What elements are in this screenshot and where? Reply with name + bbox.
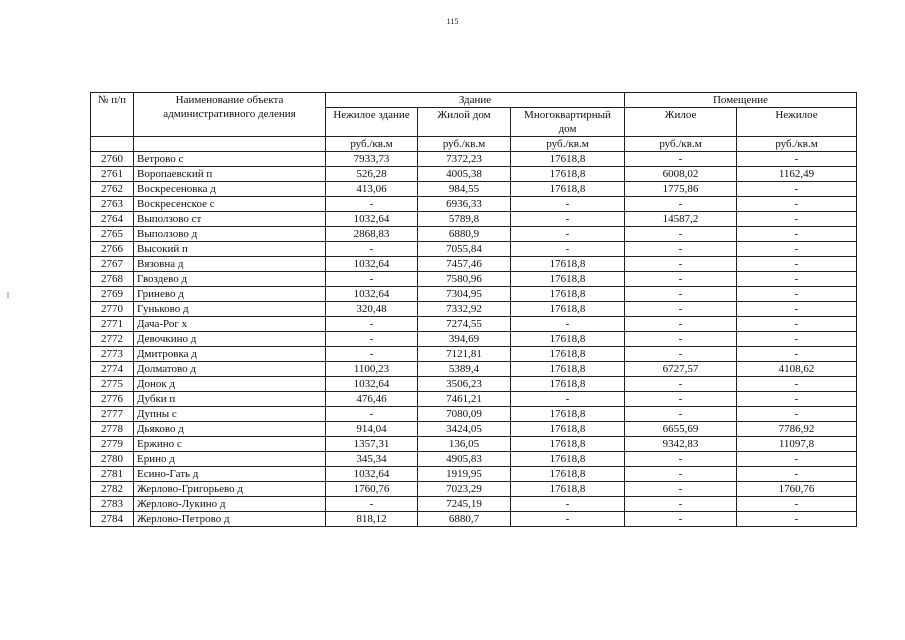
cell-apartment-house: 17618,8 xyxy=(511,452,625,467)
row-number: 2781 xyxy=(91,467,134,482)
row-number: 2769 xyxy=(91,287,134,302)
cell-nonres-premises: 4108,62 xyxy=(737,362,857,377)
cell-res-premises: - xyxy=(625,452,737,467)
cell-nonres-building: - xyxy=(326,332,418,347)
cell-apartment-house: 17618,8 xyxy=(511,407,625,422)
cell-nonres-building: 1032,64 xyxy=(326,287,418,302)
table-row xyxy=(91,347,857,362)
cell-nonres-building: 320,48 xyxy=(326,302,418,317)
cell-res-premises: 6655,69 xyxy=(625,422,737,437)
cell-apartment-house: 17618,8 xyxy=(511,467,625,482)
unit-label: руб./кв.м xyxy=(737,137,857,152)
cell-res-premises: - xyxy=(625,227,737,242)
cell-nonres-premises: 11097,8 xyxy=(737,437,857,452)
cell-apartment-house: - xyxy=(511,317,625,332)
row-number: 2771 xyxy=(91,317,134,332)
cell-residential-house: 7580,96 xyxy=(418,272,511,287)
cell-nonres-premises: - xyxy=(737,377,857,392)
cell-residential-house: 6936,33 xyxy=(418,197,511,212)
cell-nonres-premises: - xyxy=(737,332,857,347)
row-name: Воскресенское с xyxy=(134,197,326,212)
cell-nonres-premises: - xyxy=(737,182,857,197)
cell-nonres-premises: 1760,76 xyxy=(737,482,857,497)
row-number: 2765 xyxy=(91,227,134,242)
cell-nonres-building: 914,04 xyxy=(326,422,418,437)
table-row xyxy=(91,497,857,512)
cell-nonres-premises: - xyxy=(737,272,857,287)
cell-res-premises: - xyxy=(625,467,737,482)
cell-nonres-premises: - xyxy=(737,242,857,257)
table-row xyxy=(91,512,857,527)
table-row xyxy=(91,452,857,467)
row-name: Ержино с xyxy=(134,437,326,452)
cell-residential-house: 4905,83 xyxy=(418,452,511,467)
table-row xyxy=(91,152,857,167)
cell-residential-house: 3506,23 xyxy=(418,377,511,392)
cell-res-premises: - xyxy=(625,482,737,497)
row-name: Высокий п xyxy=(134,242,326,257)
table-row xyxy=(91,332,857,347)
cell-res-premises: - xyxy=(625,512,737,527)
cell-apartment-house: 17618,8 xyxy=(511,167,625,182)
cell-nonres-building: - xyxy=(326,317,418,332)
row-name: Жерлово-Григорьево д xyxy=(134,482,326,497)
cell-nonres-building: 1100,23 xyxy=(326,362,418,377)
table-row xyxy=(91,467,857,482)
table-row xyxy=(91,272,857,287)
row-name: Донок д xyxy=(134,377,326,392)
row-number: 2766 xyxy=(91,242,134,257)
header-nonres-premises: Нежилое xyxy=(737,108,857,137)
cell-nonres-premises: - xyxy=(737,287,857,302)
cell-res-premises: - xyxy=(625,287,737,302)
cell-apartment-house: 17618,8 xyxy=(511,362,625,377)
row-number: 2784 xyxy=(91,512,134,527)
cell-residential-house: 1919,95 xyxy=(418,467,511,482)
cell-nonres-premises: - xyxy=(737,197,857,212)
cell-nonres-building: 2868,83 xyxy=(326,227,418,242)
cell-nonres-premises: - xyxy=(737,347,857,362)
cell-apartment-house: - xyxy=(511,497,625,512)
cell-residential-house: 7457,46 xyxy=(418,257,511,272)
header-apartment-house: Многоквартирный дом xyxy=(511,108,625,137)
cell-apartment-house: 17618,8 xyxy=(511,272,625,287)
row-number: 2775 xyxy=(91,377,134,392)
cell-nonres-premises: - xyxy=(737,152,857,167)
row-name: Вязовна д xyxy=(134,257,326,272)
row-number: 2760 xyxy=(91,152,134,167)
row-name: Жерлово-Петрово д xyxy=(134,512,326,527)
table-row xyxy=(91,377,857,392)
row-name: Дубки п xyxy=(134,392,326,407)
cell-nonres-building: - xyxy=(326,347,418,362)
cell-res-premises: - xyxy=(625,392,737,407)
cell-apartment-house: 17618,8 xyxy=(511,287,625,302)
row-number: 2762 xyxy=(91,182,134,197)
cell-apartment-house: 17618,8 xyxy=(511,482,625,497)
cell-nonres-premises: - xyxy=(737,317,857,332)
cell-nonres-building: 1357,31 xyxy=(326,437,418,452)
cell-nonres-building: 1032,64 xyxy=(326,467,418,482)
cell-apartment-house: 17618,8 xyxy=(511,332,625,347)
row-number: 2779 xyxy=(91,437,134,452)
row-name: Дача-Рог х xyxy=(134,317,326,332)
header-nonres-building: Нежилое здание xyxy=(326,108,418,137)
row-name: Девочкино д xyxy=(134,332,326,347)
row-name: Дмитровка д xyxy=(134,347,326,362)
row-number: 2761 xyxy=(91,167,134,182)
cell-apartment-house: 17618,8 xyxy=(511,347,625,362)
table-row xyxy=(91,242,857,257)
row-name: Жерлово-Лукино д xyxy=(134,497,326,512)
row-name: Есино-Гать д xyxy=(134,467,326,482)
cell-nonres-building: 818,12 xyxy=(326,512,418,527)
row-name: Ветрово с xyxy=(134,152,326,167)
cell-res-premises: 6727,57 xyxy=(625,362,737,377)
cell-res-premises: - xyxy=(625,497,737,512)
cell-res-premises: - xyxy=(625,272,737,287)
cell-residential-house: 7121,81 xyxy=(418,347,511,362)
cell-residential-house: 7332,92 xyxy=(418,302,511,317)
cell-nonres-building: 476,46 xyxy=(326,392,418,407)
cell-residential-house: 3424,05 xyxy=(418,422,511,437)
row-number: 2777 xyxy=(91,407,134,422)
cell-nonres-premises: - xyxy=(737,227,857,242)
cell-res-premises: - xyxy=(625,332,737,347)
table-row xyxy=(91,362,857,377)
cell-apartment-house: 17618,8 xyxy=(511,257,625,272)
cell-residential-house: 5389,4 xyxy=(418,362,511,377)
cell-res-premises: - xyxy=(625,377,737,392)
row-number: 2776 xyxy=(91,392,134,407)
row-number: 2767 xyxy=(91,257,134,272)
cell-res-premises: 14587,2 xyxy=(625,212,737,227)
row-name: Выползово ст xyxy=(134,212,326,227)
cell-residential-house: 7372,23 xyxy=(418,152,511,167)
table-row xyxy=(91,407,857,422)
cell-nonres-building: - xyxy=(326,242,418,257)
table-row xyxy=(91,287,857,302)
cell-residential-house: 4005,38 xyxy=(418,167,511,182)
cell-apartment-house: 17618,8 xyxy=(511,377,625,392)
cell-res-premises: - xyxy=(625,197,737,212)
row-number: 2772 xyxy=(91,332,134,347)
row-number: 2780 xyxy=(91,452,134,467)
cell-residential-house: 6880,9 xyxy=(418,227,511,242)
row-number: 2764 xyxy=(91,212,134,227)
row-number: 2782 xyxy=(91,482,134,497)
cell-res-premises: - xyxy=(625,152,737,167)
row-name: Долматово д xyxy=(134,362,326,377)
row-number: 2770 xyxy=(91,302,134,317)
header-num: № п/п xyxy=(91,93,134,137)
cell-nonres-premises: - xyxy=(737,392,857,407)
cell-nonres-premises: - xyxy=(737,512,857,527)
cell-apartment-house: 17618,8 xyxy=(511,437,625,452)
cell-nonres-premises: - xyxy=(737,497,857,512)
cell-nonres-premises: - xyxy=(737,407,857,422)
table-row xyxy=(91,197,857,212)
row-number: 2763 xyxy=(91,197,134,212)
cell-apartment-house: 17618,8 xyxy=(511,422,625,437)
cell-apartment-house: - xyxy=(511,242,625,257)
header-premises: Помещение xyxy=(625,93,857,108)
cell-res-premises: - xyxy=(625,242,737,257)
cell-res-premises: - xyxy=(625,317,737,332)
row-name: Дьяково д xyxy=(134,422,326,437)
row-number: 2774 xyxy=(91,362,134,377)
table-row xyxy=(91,257,857,272)
cell-apartment-house: - xyxy=(511,227,625,242)
unit-label: руб./кв.м xyxy=(625,137,737,152)
unit-label: руб./кв.м xyxy=(326,137,418,152)
cell-residential-house: 7304,95 xyxy=(418,287,511,302)
cell-res-premises: - xyxy=(625,347,737,362)
cell-res-premises: 6008,02 xyxy=(625,167,737,182)
table-row xyxy=(91,392,857,407)
cell-nonres-building: 1760,76 xyxy=(326,482,418,497)
row-name: Воропаевский п xyxy=(134,167,326,182)
cell-apartment-house: 17618,8 xyxy=(511,302,625,317)
cell-res-premises: - xyxy=(625,302,737,317)
cell-residential-house: 984,55 xyxy=(418,182,511,197)
row-number: 2783 xyxy=(91,497,134,512)
table-row xyxy=(91,167,857,182)
cell-nonres-building: - xyxy=(326,497,418,512)
row-name: Выползово д xyxy=(134,227,326,242)
table-row xyxy=(91,482,857,497)
row-number: 2768 xyxy=(91,272,134,287)
row-name: Дупны с xyxy=(134,407,326,422)
cell-nonres-premises: - xyxy=(737,302,857,317)
table-row xyxy=(91,422,857,437)
header-residential-house: Жилой дом xyxy=(418,108,511,137)
cell-nonres-premises: 7786,92 xyxy=(737,422,857,437)
row-number: 2773 xyxy=(91,347,134,362)
cell-apartment-house: - xyxy=(511,197,625,212)
cell-res-premises: 1775,86 xyxy=(625,182,737,197)
cell-residential-house: 394,69 xyxy=(418,332,511,347)
table-row xyxy=(91,302,857,317)
cell-residential-house: 7274,55 xyxy=(418,317,511,332)
row-number: 2778 xyxy=(91,422,134,437)
cell-residential-house: 7245,19 xyxy=(418,497,511,512)
cell-residential-house: 7461,21 xyxy=(418,392,511,407)
table-row xyxy=(91,227,857,242)
header-res-premises: Жилое xyxy=(625,108,737,137)
cell-residential-house: 136,05 xyxy=(418,437,511,452)
table-row xyxy=(91,317,857,332)
table-row xyxy=(91,182,857,197)
cell-residential-house: 6880,7 xyxy=(418,512,511,527)
table-row xyxy=(91,212,857,227)
cell-residential-house: 7055,84 xyxy=(418,242,511,257)
table-row xyxy=(91,437,857,452)
cell-nonres-premises: - xyxy=(737,452,857,467)
unit-label: руб./кв.м xyxy=(418,137,511,152)
cell-apartment-house: 17618,8 xyxy=(511,182,625,197)
cell-residential-house: 7023,29 xyxy=(418,482,511,497)
cell-nonres-premises: - xyxy=(737,257,857,272)
page-number: 115 xyxy=(446,17,459,26)
row-name: Ерино д xyxy=(134,452,326,467)
cell-nonres-building: - xyxy=(326,407,418,422)
cell-apartment-house: - xyxy=(511,212,625,227)
row-name: Гвоздево д xyxy=(134,272,326,287)
cell-res-premises: - xyxy=(625,257,737,272)
unit-label: руб./кв.м xyxy=(511,137,625,152)
cell-residential-house: 5789,8 xyxy=(418,212,511,227)
header-building: Здание xyxy=(326,93,625,108)
cell-nonres-building: 413,06 xyxy=(326,182,418,197)
cell-nonres-premises: - xyxy=(737,467,857,482)
cell-apartment-house: 17618,8 xyxy=(511,152,625,167)
row-name: Воскресеновка д xyxy=(134,182,326,197)
row-name: Гринево д xyxy=(134,287,326,302)
cell-nonres-building: 526,28 xyxy=(326,167,418,182)
cell-nonres-premises: - xyxy=(737,212,857,227)
cell-nonres-building: 7933,73 xyxy=(326,152,418,167)
cell-apartment-house: - xyxy=(511,392,625,407)
tariff-table xyxy=(90,92,857,527)
cell-res-premises: 9342,83 xyxy=(625,437,737,452)
cell-apartment-house: - xyxy=(511,512,625,527)
row-name: Гуньково д xyxy=(134,302,326,317)
header-name: Наименование объекта административного деления xyxy=(134,93,326,137)
cell-nonres-building: - xyxy=(326,272,418,287)
cell-nonres-building: 1032,64 xyxy=(326,257,418,272)
cell-nonres-building: - xyxy=(326,197,418,212)
cell-res-premises: - xyxy=(625,407,737,422)
cell-residential-house: 7080,09 xyxy=(418,407,511,422)
cell-nonres-premises: 1162,49 xyxy=(737,167,857,182)
cell-nonres-building: 345,34 xyxy=(326,452,418,467)
cell-nonres-building: 1032,64 xyxy=(326,377,418,392)
cell-nonres-building: 1032,64 xyxy=(326,212,418,227)
